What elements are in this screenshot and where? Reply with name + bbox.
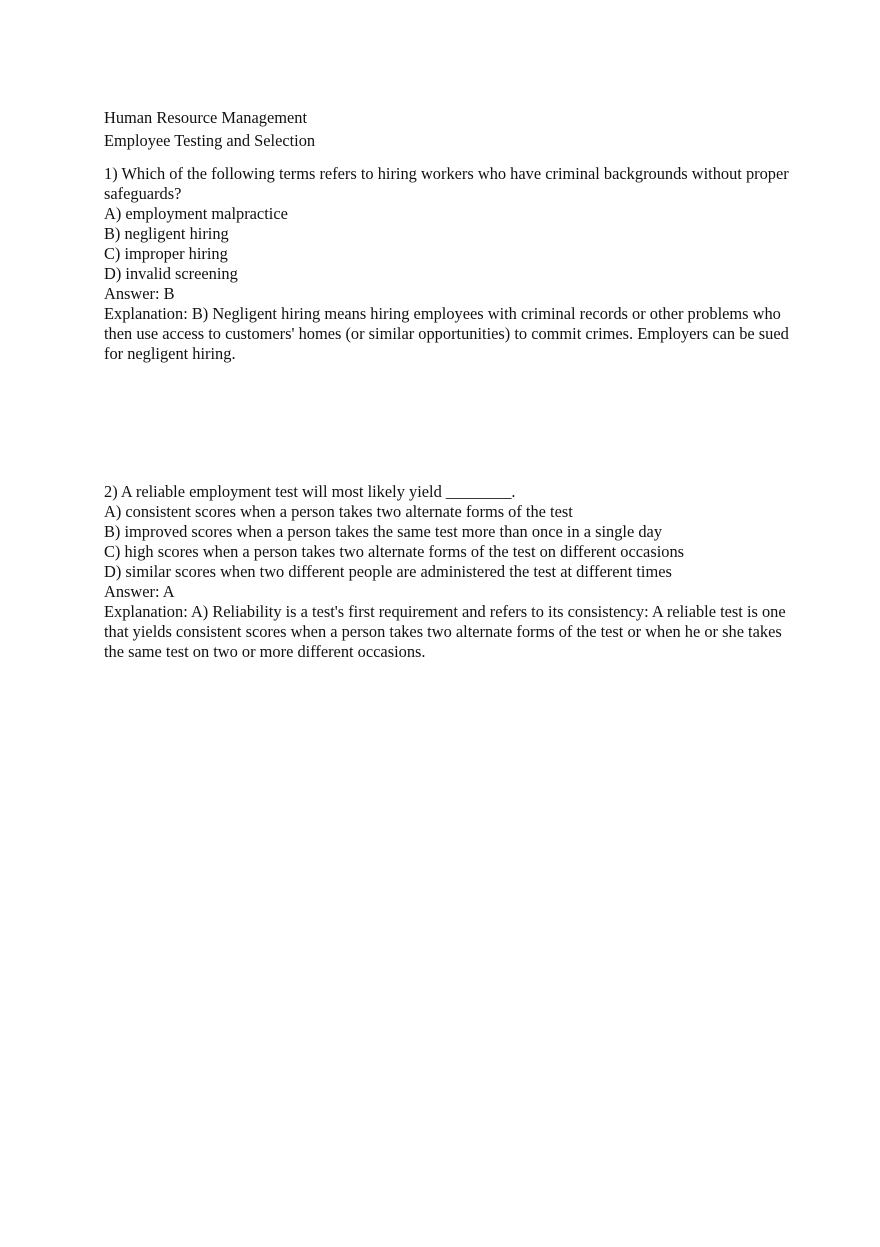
document-header [104, 106, 804, 152]
option-a: A) employment malpractice [104, 204, 288, 223]
option-d: D) invalid screening [104, 264, 238, 283]
answer-line: Answer: B [104, 284, 175, 303]
question-2 [104, 482, 794, 662]
answer-line: Answer: A [104, 582, 175, 601]
question-stem: 1) Which of the following terms refers to hiring workers who have criminal backgrounds without proper safeguards? [104, 164, 789, 203]
explanation-text: Explanation: B) Negligent hiring means hiring employees with criminal records or other problems who then use access to customers' homes (or similar opportunities) to commit crimes. Employers can be sued for negligent hiring. [104, 304, 789, 363]
option-c: C) high scores when a person takes two alternate forms of the test on different occasions [104, 542, 685, 561]
question-stem: 2) A reliable employment test will most likely yield ________. [104, 482, 516, 501]
question-1 [104, 164, 794, 364]
option-c: C) improper hiring [104, 244, 228, 263]
option-d: D) similar scores when two different people are administered the test at different times [104, 562, 672, 581]
option-a: A) consistent scores when a person takes two alternate forms of the test [104, 502, 573, 521]
option-b: B) improved scores when a person takes the same test more than once in a single day [104, 522, 663, 541]
option-b: B) negligent hiring [104, 224, 229, 243]
chapter-title: Employee Testing and Selection [104, 131, 316, 150]
course-title: Human Resource Management [104, 108, 307, 127]
explanation-text: Explanation: A) Reliability is a test's first requirement and refers to its consistency: A reliable test is one that yields consistent scores when a person takes two alternate forms of the test or when he or she takes the same test on two or more different occasions. [104, 602, 786, 661]
